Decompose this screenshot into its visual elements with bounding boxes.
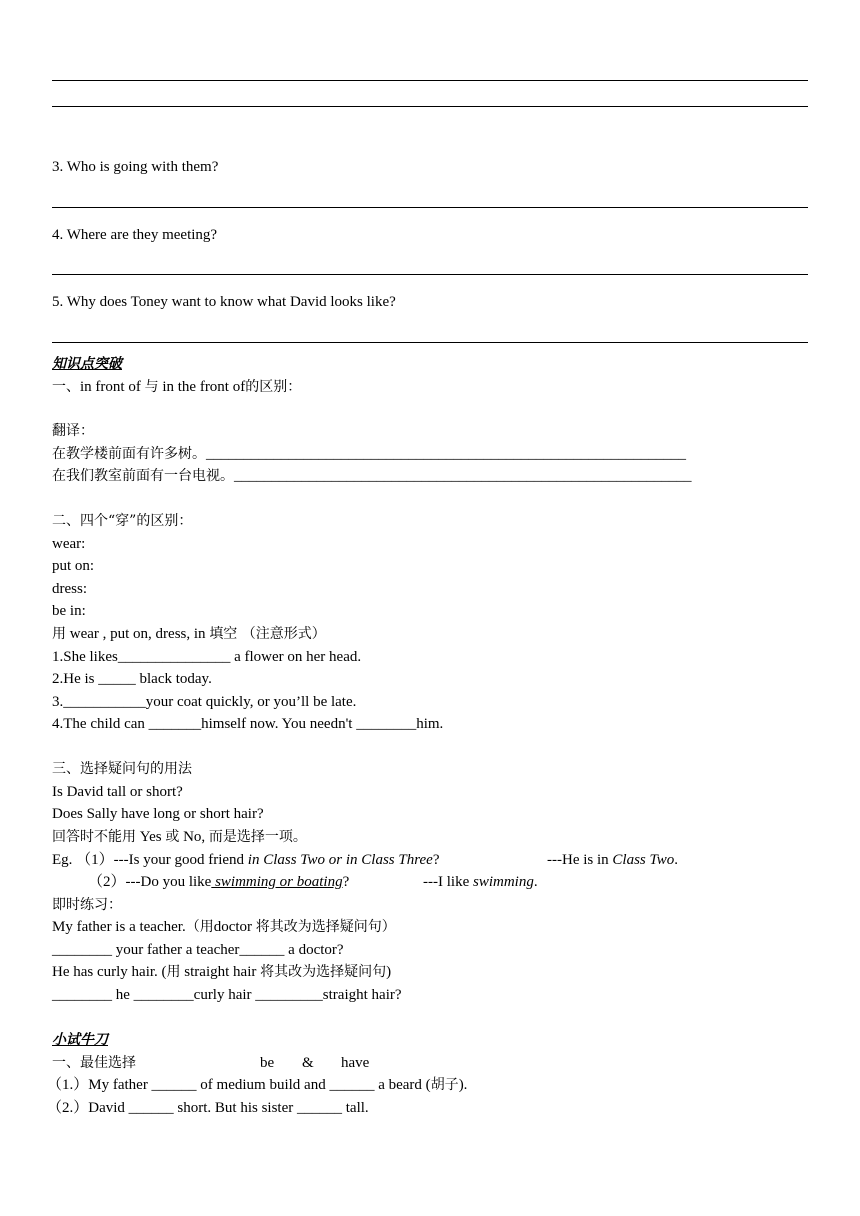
question-5: 5. Why does Toney want to know what David looks like?: [52, 294, 396, 310]
practice-2-prompt: He has curly hair. (用 straight hair 将其改为选择疑问句): [52, 964, 392, 980]
translate-label: 翻译：: [52, 423, 94, 439]
term-put-on: put on:: [52, 558, 95, 574]
practice-1-fill: ________ your father a teacher______ a doctor?: [52, 942, 344, 958]
rule-line: 回答时不能用 Yes 或 No, 而是选择一项。: [52, 829, 307, 845]
section-title-trial: 小试牛刀: [52, 1032, 108, 1048]
example-line-2: Does Sally have long or short hair?: [52, 806, 264, 822]
term-be-in: be in:: [52, 603, 86, 619]
eg-1-answer: ---He is in Class Two.: [547, 852, 678, 868]
eg-2-answer: ---I like swimming.: [423, 874, 538, 890]
word-ampersand: &: [302, 1055, 314, 1071]
answer-line: [52, 274, 808, 275]
exercise-1: 1.She likes_______________ a flower on her head.: [52, 649, 362, 665]
translate-item-1: 在教学楼前面有许多树。________________________________________________________________: [52, 446, 686, 462]
answer-line: [52, 106, 808, 107]
answer-line: [52, 342, 808, 343]
eg-1-question: Eg. （1）---Is your good friend in Class Two or in Class Three?: [52, 852, 440, 868]
example-line-1: Is David tall or short?: [52, 784, 183, 800]
word-be: be: [260, 1055, 275, 1071]
section-1-heading: 一、in front of 与 in the front of的区别：: [52, 379, 302, 395]
section-title-knowledge: 知识点突破: [52, 356, 122, 372]
trial-item-2: （2.）David ______ short. But his sister ______ tall.: [47, 1100, 369, 1116]
section-2-heading: 二、四个“穿”的区别：: [52, 513, 193, 529]
term-dress: dress:: [52, 581, 87, 597]
blank[interactable]: ________________________________________________________________: [206, 446, 686, 462]
section-3-heading: 三、选择疑问句的用法: [52, 761, 192, 777]
exercise-4: 4.The child can _______himself now. You needn't ________him.: [52, 716, 444, 732]
trial-heading: 一、最佳选择: [52, 1055, 136, 1071]
term-wear: wear:: [52, 536, 86, 552]
eg-2-question: （2）---Do you like swimming or boating?: [88, 874, 350, 890]
exercise-2: 2.He is _____ black today.: [52, 671, 212, 687]
translate-item-2: 在我们教室前面有一台电视。_____________________________________________________________: [52, 468, 692, 484]
practice-label: 即时练习：: [52, 897, 122, 913]
answer-line: [52, 80, 808, 81]
answer-line: [52, 207, 808, 208]
exercise-3: 3.___________your coat quickly, or you’ll be late.: [52, 694, 357, 710]
blank[interactable]: _____________________________________________________________: [234, 468, 692, 484]
word-have: have: [341, 1055, 370, 1071]
fill-instruction: 用 wear , put on, dress, in 填空 （注意形式）: [52, 626, 326, 642]
question-3: 3. Who is going with them?: [52, 159, 219, 175]
practice-1-prompt: My father is a teacher.（用doctor 将其改为选择疑问句）: [52, 919, 396, 935]
trial-item-1: （1.）My father ______ of medium build and ______ a beard (胡子).: [47, 1077, 468, 1093]
question-4: 4. Where are they meeting?: [52, 227, 218, 243]
practice-2-fill: ________ he ________curly hair _________straight hair?: [52, 987, 402, 1003]
